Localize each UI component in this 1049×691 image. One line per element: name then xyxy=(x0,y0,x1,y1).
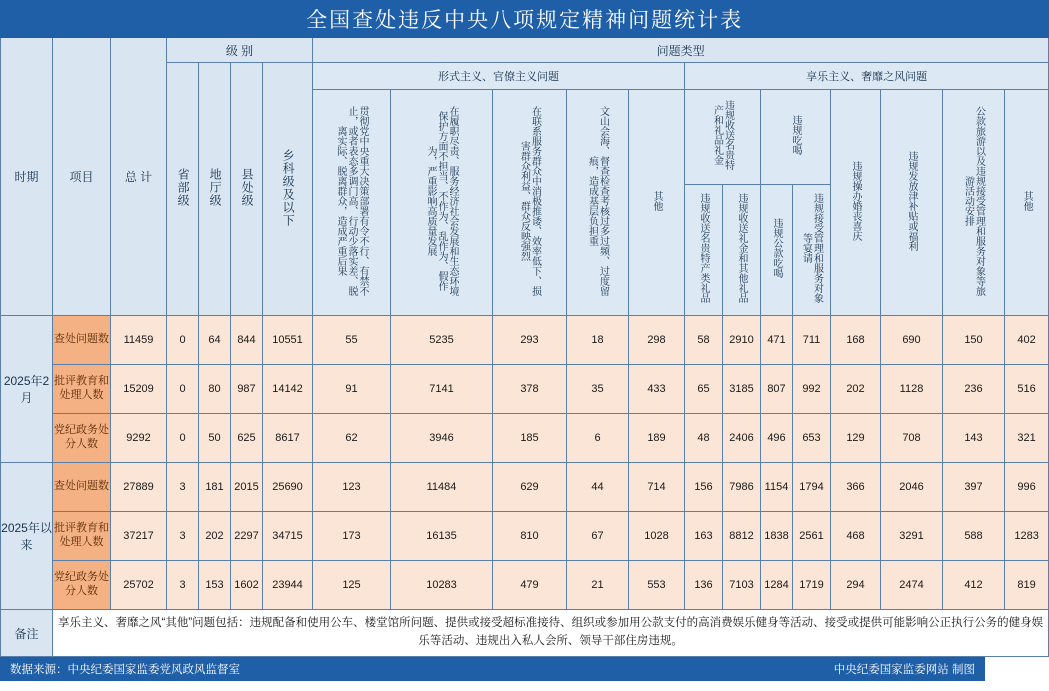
cell-b6: 3291 xyxy=(881,512,943,561)
row-item-label: 党纪政务处分人数 xyxy=(53,561,111,610)
header-item: 项目 xyxy=(53,38,111,316)
cell-level-province: 0 xyxy=(167,414,199,463)
cell-level-township: 14142 xyxy=(263,365,313,414)
cell-level-prefecture: 64 xyxy=(199,316,231,365)
cell-b1: 58 xyxy=(685,316,723,365)
cell-b5: 468 xyxy=(831,512,881,561)
header-group-formalism: 形式主义、官僚主义问题 xyxy=(313,63,685,90)
table-row xyxy=(1,414,1049,463)
cell-b4: 992 xyxy=(793,365,831,414)
cell-level-township: 34715 xyxy=(263,512,313,561)
header-b-col-allowances: 违规发放津补贴或福利 xyxy=(881,90,943,316)
cell-a1: 125 xyxy=(313,561,391,610)
cell-a3: 479 xyxy=(493,561,567,610)
cell-b-other: 402 xyxy=(1005,316,1049,365)
table-row xyxy=(1,316,1049,365)
cell-b2: 2406 xyxy=(723,414,761,463)
cell-a4: 44 xyxy=(567,463,629,512)
table-row xyxy=(1,463,1049,512)
cell-b2: 3185 xyxy=(723,365,761,414)
cell-a-other: 298 xyxy=(629,316,685,365)
header-b-gifts-specialty: 违规收送名贵特产类礼品 xyxy=(685,185,723,316)
cell-b2: 7986 xyxy=(723,463,761,512)
table-row xyxy=(1,365,1049,414)
footer-source: 数据来源：中央纪委国家监委党风政风监督室 xyxy=(10,664,240,676)
cell-a3: 378 xyxy=(493,365,567,414)
cell-b4: 1719 xyxy=(793,561,831,610)
cell-b1: 156 xyxy=(685,463,723,512)
cell-level-province: 0 xyxy=(167,316,199,365)
cell-level-prefecture: 153 xyxy=(199,561,231,610)
cell-b3: 807 xyxy=(761,365,793,414)
cell-total: 11459 xyxy=(111,316,167,365)
row-period-label: 2025年以来 xyxy=(1,463,53,610)
cell-a-other: 433 xyxy=(629,365,685,414)
cell-b-other: 321 xyxy=(1005,414,1049,463)
row-item-label: 查处问题数 xyxy=(53,316,111,365)
cell-level-county: 2297 xyxy=(231,512,263,561)
header-level-township: 乡科级及以下 xyxy=(263,63,313,316)
cell-a1: 91 xyxy=(313,365,391,414)
cell-b3: 496 xyxy=(761,414,793,463)
cell-b3: 1154 xyxy=(761,463,793,512)
cell-b2: 8812 xyxy=(723,512,761,561)
cell-level-county: 2015 xyxy=(231,463,263,512)
cell-b4: 653 xyxy=(793,414,831,463)
row-period-label: 2025年2月 xyxy=(1,316,53,463)
cell-level-province: 0 xyxy=(167,365,199,414)
cell-a4: 18 xyxy=(567,316,629,365)
cell-b3: 1838 xyxy=(761,512,793,561)
cell-b7: 150 xyxy=(943,316,1005,365)
note-text: 享乐主义、奢靡之风“其他”问题包括：违规配备和使用公车、楼堂馆所问题、提供或接受超标准接待、组织或参加用公款支付的高消费娱乐健身等活动、接受或提供可能影响公正执行公务的健身娱乐等活动、违规出入私人会所、领导干部住房违规。 xyxy=(53,610,1049,657)
header-b-gifts-cash: 违规收送礼金和其他礼品 xyxy=(723,185,761,316)
cell-b2: 7103 xyxy=(723,561,761,610)
cell-b1: 65 xyxy=(685,365,723,414)
cell-total: 37217 xyxy=(111,512,167,561)
cell-a3: 185 xyxy=(493,414,567,463)
cell-a4: 6 xyxy=(567,414,629,463)
cell-b1: 48 xyxy=(685,414,723,463)
cell-a1: 62 xyxy=(313,414,391,463)
cell-b6: 2474 xyxy=(881,561,943,610)
cell-b5: 294 xyxy=(831,561,881,610)
cell-b3: 471 xyxy=(761,316,793,365)
footer-producer: 中央纪委国家监委网站 制图 xyxy=(833,664,975,676)
cell-total: 9292 xyxy=(111,414,167,463)
note-label: 备注 xyxy=(1,610,53,657)
cell-a2: 10283 xyxy=(391,561,493,610)
cell-total: 27889 xyxy=(111,463,167,512)
header-total: 总 计 xyxy=(111,38,167,316)
header-period: 时期 xyxy=(1,38,53,316)
cell-b7: 412 xyxy=(943,561,1005,610)
cell-a-other: 714 xyxy=(629,463,685,512)
cell-b4: 711 xyxy=(793,316,831,365)
cell-a3: 629 xyxy=(493,463,567,512)
cell-b-other: 1283 xyxy=(1005,512,1049,561)
header-a-col-other: 其他 xyxy=(629,90,685,316)
cell-b7: 588 xyxy=(943,512,1005,561)
cell-b5: 202 xyxy=(831,365,881,414)
cell-b5: 168 xyxy=(831,316,881,365)
cell-b6: 690 xyxy=(881,316,943,365)
cell-level-province: 3 xyxy=(167,463,199,512)
cell-a1: 123 xyxy=(313,463,391,512)
header-b-group-dining: 违规吃喝 xyxy=(761,90,831,185)
cell-level-province: 3 xyxy=(167,512,199,561)
cell-b5: 366 xyxy=(831,463,881,512)
cell-a2: 16135 xyxy=(391,512,493,561)
cell-b6: 708 xyxy=(881,414,943,463)
cell-level-prefecture: 80 xyxy=(199,365,231,414)
cell-b7: 397 xyxy=(943,463,1005,512)
cell-b7: 143 xyxy=(943,414,1005,463)
cell-b6: 2046 xyxy=(881,463,943,512)
cell-b-other: 516 xyxy=(1005,365,1049,414)
cell-b2: 2910 xyxy=(723,316,761,365)
cell-b-other: 819 xyxy=(1005,561,1049,610)
cell-level-township: 23944 xyxy=(263,561,313,610)
cell-a4: 35 xyxy=(567,365,629,414)
cell-b1: 136 xyxy=(685,561,723,610)
cell-level-township: 25690 xyxy=(263,463,313,512)
cell-level-township: 10551 xyxy=(263,316,313,365)
cell-a3: 810 xyxy=(493,512,567,561)
header-b-dining-public: 违规公款吃喝 xyxy=(761,185,793,316)
header-b-col-travel: 公款旅游以及违规接受管理和服务对象等旅游活动安排 xyxy=(943,90,1005,316)
cell-level-prefecture: 181 xyxy=(199,463,231,512)
cell-b5: 129 xyxy=(831,414,881,463)
cell-level-county: 1602 xyxy=(231,561,263,610)
cell-a2: 11484 xyxy=(391,463,493,512)
cell-a2: 3946 xyxy=(391,414,493,463)
cell-b7: 236 xyxy=(943,365,1005,414)
cell-a4: 67 xyxy=(567,512,629,561)
header-level-county: 县处级 xyxy=(231,63,263,316)
cell-b4: 2561 xyxy=(793,512,831,561)
cell-level-province: 3 xyxy=(167,561,199,610)
header-b-dining-banquet: 违规接受管理和服务对象等宴请 xyxy=(793,185,831,316)
header-a-col-2: 在履职尽责、服务经济社会发展和生态环境保护方面不担当、不作为、乱作为、假作为，严重影响高质量发展 xyxy=(391,90,493,316)
row-item-label: 党纪政务处分人数 xyxy=(53,414,111,463)
cell-a2: 7141 xyxy=(391,365,493,414)
table-row xyxy=(1,512,1049,561)
cell-a-other: 1028 xyxy=(629,512,685,561)
header-b-col-weddings: 违规操办婚丧喜庆 xyxy=(831,90,881,316)
cell-level-township: 8617 xyxy=(263,414,313,463)
cell-total: 15209 xyxy=(111,365,167,414)
header-b-group-gifts: 违规收送名贵特产和礼品礼金 xyxy=(685,90,761,185)
header-level-prefecture: 地厅级 xyxy=(199,63,231,316)
row-item-label: 查处问题数 xyxy=(53,463,111,512)
cell-b1: 163 xyxy=(685,512,723,561)
header-a-col-4: 文山会海、督查检查考核过多过频、过度留痕，造成基层负担重 xyxy=(567,90,629,316)
cell-level-county: 625 xyxy=(231,414,263,463)
row-item-label: 批评教育和处理人数 xyxy=(53,365,111,414)
cell-b4: 1794 xyxy=(793,463,831,512)
header-a-col-3: 在联系服务群众中消极推诿、效率低下、损害群众利益、群众反映强烈 xyxy=(493,90,567,316)
cell-a1: 173 xyxy=(313,512,391,561)
cell-level-prefecture: 202 xyxy=(199,512,231,561)
table-row xyxy=(1,561,1049,610)
cell-a1: 55 xyxy=(313,316,391,365)
cell-level-prefecture: 50 xyxy=(199,414,231,463)
header-level-group: 级 别 xyxy=(167,38,313,63)
note-row xyxy=(1,610,1049,657)
cell-level-county: 844 xyxy=(231,316,263,365)
header-problem-type-group: 问题类型 xyxy=(313,38,1049,63)
cell-a3: 293 xyxy=(493,316,567,365)
cell-a2: 5235 xyxy=(391,316,493,365)
cell-a4: 21 xyxy=(567,561,629,610)
cell-a-other: 553 xyxy=(629,561,685,610)
header-group-hedonism: 享乐主义、奢靡之风问题 xyxy=(685,63,1049,90)
header-b-col-other: 其他 xyxy=(1005,90,1049,316)
row-item-label: 批评教育和处理人数 xyxy=(53,512,111,561)
page-title: 全国查处违反中央八项规定精神问题统计表 xyxy=(1,1,1049,38)
header-level-province: 省部级 xyxy=(167,63,199,316)
cell-total: 25702 xyxy=(111,561,167,610)
cell-a-other: 189 xyxy=(629,414,685,463)
cell-b-other: 996 xyxy=(1005,463,1049,512)
cell-b6: 1128 xyxy=(881,365,943,414)
header-a-col-1: 贯彻党中央重大决策部署有令不行、有禁不止，或者表态多调门高、行动少落实差、脱离实际、脱离群众，造成严重后果 xyxy=(313,90,391,316)
footer-bar xyxy=(0,657,985,681)
cell-b3: 1284 xyxy=(761,561,793,610)
cell-level-county: 987 xyxy=(231,365,263,414)
